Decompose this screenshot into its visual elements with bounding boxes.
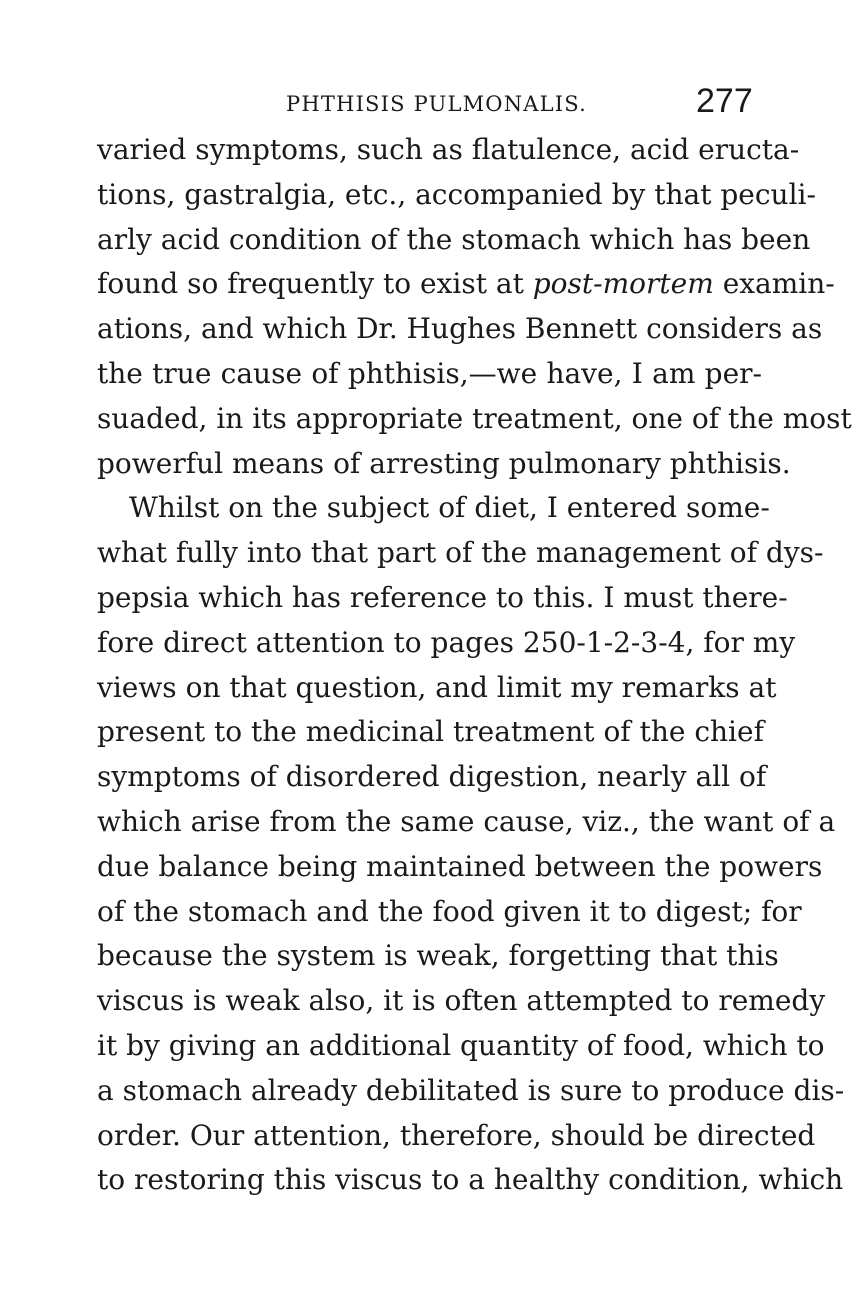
text-line-20: viscus is weak also, it is often attempted to remedy — [97, 984, 826, 1018]
text-line-23: order. Our attention, therefore, should be directed — [97, 1118, 816, 1152]
text-line-14: present to the medicinal treatment of the chief — [97, 715, 764, 749]
text-line-24: to restoring this viscus to a healthy condition, which — [97, 1163, 844, 1197]
text-line-10: what fully into that part of the management of dys- — [97, 536, 824, 570]
text-line-17: due balance being maintained between the powers — [97, 849, 823, 883]
text-line-12: fore direct attention to pages 250-1-2-3-4, for my — [97, 625, 796, 659]
text-line-21: it by giving an additional quantity of food, which to — [97, 1028, 825, 1062]
text-line-22: a stomach already debilitated is sure to produce dis- — [97, 1073, 845, 1107]
text-line-4 — [97, 262, 835, 307]
text-line-4-end: examin- — [722, 267, 835, 301]
text-line-9: Whilst on the subject of diet, I entered some- — [129, 491, 770, 525]
text-line-7: suaded, in its appropriate treatment, one of the most — [97, 401, 852, 435]
running-title: PHTHISIS PULMONALIS. — [286, 92, 588, 116]
page-number: 277 — [696, 82, 753, 120]
text-line-8: powerful means of arresting pulmonary phthisis. — [97, 446, 791, 480]
text-line-1: varied symptoms, such as flatulence, acid eructa- — [97, 133, 800, 166]
text-line-11: pepsia which has reference to this. I must there- — [97, 580, 788, 614]
text-line-19: because the system is weak, forgetting that this — [97, 939, 779, 973]
text-line-18: of the stomach and the food given it to digest; for — [97, 894, 802, 928]
text-line-5: ations, and which Dr. Hughes Bennett considers as — [97, 312, 823, 346]
text-line-3: arly acid condition of the stomach which has been — [97, 222, 811, 256]
text-line-2: tions, gastralgia, etc., accompanied by that peculi- — [97, 177, 816, 211]
post-mortem-term: post-mortem — [532, 267, 714, 301]
text-line-15: symptoms of disordered digestion, nearly all of — [97, 760, 767, 794]
text-line-13: views on that question, and limit my remarks at — [97, 670, 777, 704]
text-line-16: which arise from the same cause, viz., the want of a — [97, 804, 836, 838]
text-line-4-start: found so frequently to exist at — [97, 267, 524, 301]
body-text — [97, 128, 852, 1203]
text-line-6: the true cause of phthisis,—we have, I am per- — [97, 356, 762, 390]
